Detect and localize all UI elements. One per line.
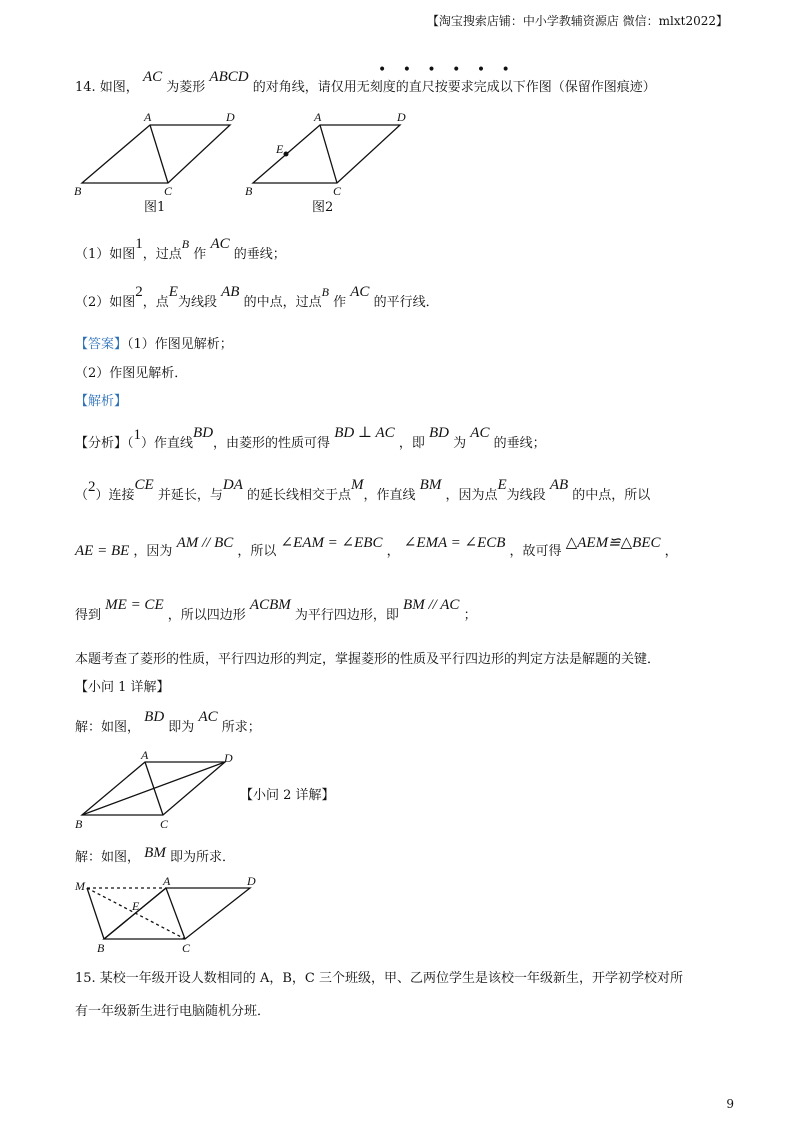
label-A: A [141, 748, 149, 762]
analysis-line-3: AE = BE ，因为 AM // BC ，所以 ∠EAM = ∠EBC ， ∠EMA = ∠ECB ，故可得 △AEM≌△BEC ， [75, 535, 678, 559]
analysis-summary: 本题考查了菱形的性质，平行四边形的判定，掌握菱形的性质及平行四边形的判定方法是解题的关键． [75, 652, 661, 667]
page-header: 【淘宝搜索店铺：中小学教辅资源店 微信：mlxt2022】 [426, 14, 728, 28]
sub-question-1: （1）如图1，过点B 作 AC 的垂线； [75, 236, 286, 262]
label-D: D [226, 110, 235, 124]
question-15-line-1: 15. 某校一年级开设人数相同的 A，B，C 三个班级，甲、乙两位学生是该校一年级新生，开学初学校对所 [75, 971, 683, 986]
solution-figure-2 [75, 872, 265, 957]
analysis-line-4: 得到 ME = CE ，所以四边形 ACBM 为平行四边形，即 BM // AC ； [75, 597, 477, 623]
analysis-line-2: （2）连接CE 并延长，与DA 的延长线相交于点M，作直线 BM ，因为点E为线段 AB 的中点，所以 [75, 477, 651, 503]
analysis-tag: 【解析】 [75, 394, 128, 409]
emphasis-dots: • • • • • • [378, 62, 516, 78]
label-A: A [144, 110, 152, 124]
sub-question-2: （2）如图2，点E为线段 AB 的中点，过点B 作 AC 的平行线． [75, 284, 439, 310]
label-C: C [164, 184, 173, 198]
label-M: M [75, 879, 85, 893]
label-C: C [182, 941, 191, 955]
figure-1-caption: 图1 [144, 200, 166, 215]
label-B: B [74, 184, 82, 198]
solution-figure-1 [75, 750, 255, 840]
figure-2-caption: 图2 [312, 200, 334, 215]
answer-tag: 【答案】 [75, 337, 128, 352]
label-C: C [333, 184, 342, 198]
figure-2-rhombus [245, 110, 425, 215]
label-A: A [314, 110, 322, 124]
label-E: E [132, 899, 140, 913]
analysis-line-1: 【分析】（1）作直线BD，由菱形的性质可得 BD ⊥ AC ，即 BD 为 AC 的垂线； [75, 425, 546, 451]
label-D: D [224, 751, 233, 765]
label-E: E [276, 142, 284, 156]
label-A: A [163, 874, 171, 888]
label-B: B [245, 184, 253, 198]
page-number: 9 [726, 1097, 734, 1111]
label-B: B [75, 817, 83, 831]
detail-1-tag: 【小问 1 详解】 [75, 680, 170, 695]
detail-2-tag: 【小问 2 详解】 [240, 788, 335, 803]
question-14-stem: 14. 如图， AC 为菱形 ABCD 的对角线，请仅用无刻度的直尺按要求完成以下作图（保留作图痕迹） [75, 69, 656, 95]
detail-2-text: 解：如图， BM 即为所求． [75, 845, 235, 865]
detail-1-text: 解：如图， BD 即为 AC 所求； [75, 709, 261, 735]
question-15-line-2: 有一年级新生进行电脑随机分班． [75, 1004, 271, 1019]
answer-line-1: 【答案】（1）作图见解析； [75, 337, 233, 352]
label-D: D [397, 110, 406, 124]
label-B: B [97, 941, 105, 955]
label-D: D [247, 874, 256, 888]
label-C: C [160, 817, 169, 831]
answer-line-2: （2）作图见解析． [75, 366, 188, 381]
